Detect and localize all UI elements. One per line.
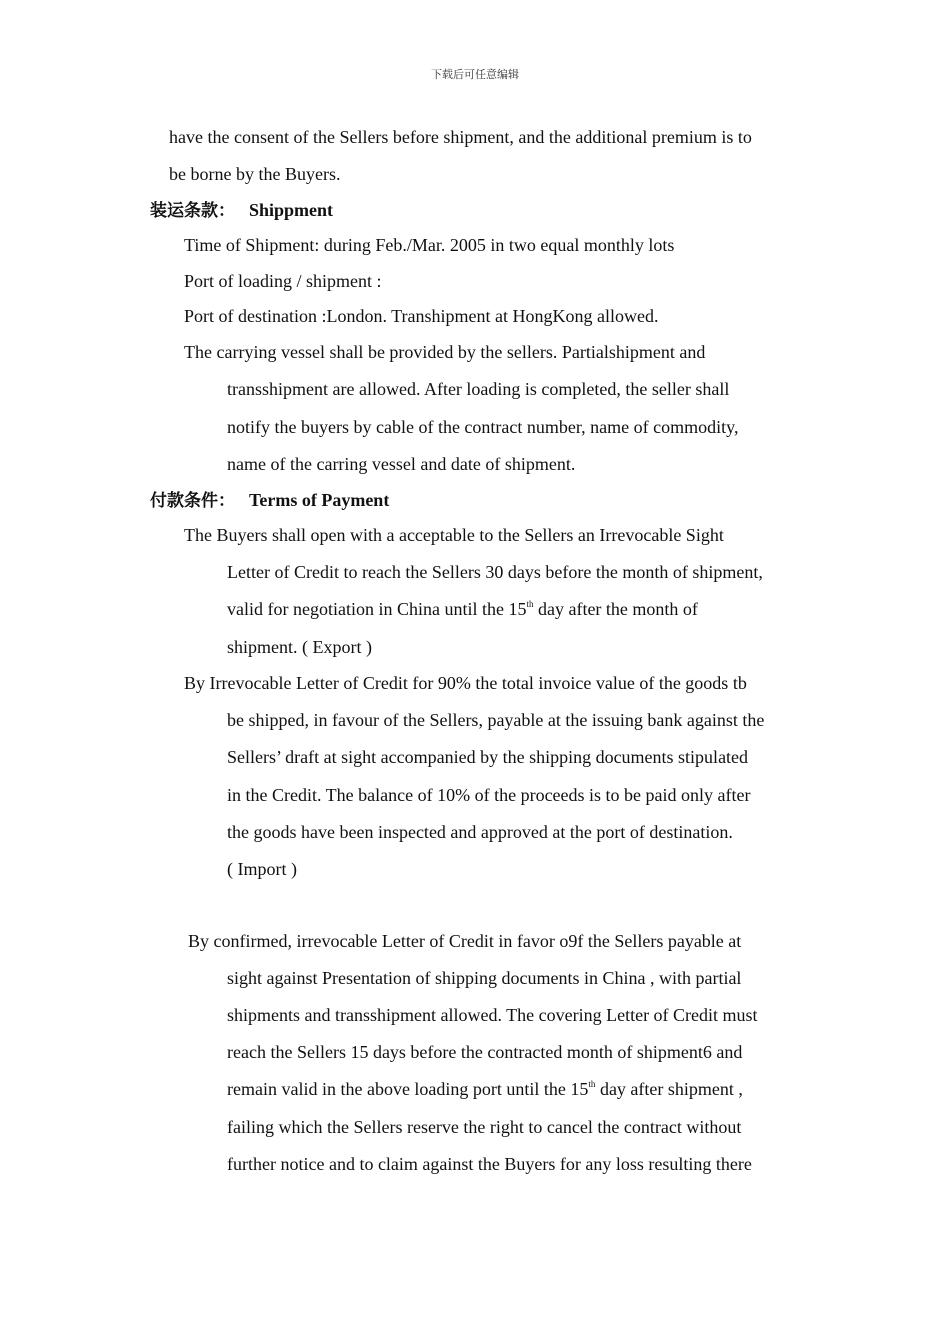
confirmed-clause-line-5 bbox=[227, 1078, 743, 1100]
import-clause-line-6: ( Import ) bbox=[227, 859, 297, 879]
export-clause-line-3-text: valid for negotiation in China until the 15 bbox=[227, 599, 527, 619]
time-of-shipment: Time of Shipment: during Feb./Mar. 2005 in two equal monthly lots bbox=[184, 235, 675, 255]
confirmed-clause-line-1: By confirmed, irrevocable Letter of Credit in favor o9f the Sellers payable at bbox=[188, 931, 742, 951]
vessel-clause-line-2: transshipment are allowed. After loading is completed, the seller shall bbox=[227, 379, 730, 399]
export-clause-line-2: Letter of Credit to reach the Sellers 30 days before the month of shipment, bbox=[227, 562, 763, 582]
payment-heading-cn: 付款条件： bbox=[150, 491, 235, 511]
vessel-clause-line-3: notify the buyers by cable of the contract number, name of commodity, bbox=[227, 417, 739, 437]
export-clause-line-3-rest: day after the month of bbox=[533, 599, 698, 619]
confirmed-clause-line-5-text: remain valid in the above loading port until the 15 bbox=[227, 1079, 589, 1099]
port-of-destination: Port of destination :London. Transhipment at HongKong allowed. bbox=[184, 306, 659, 326]
confirmed-clause-line-2: sight against Presentation of shipping documents in China , with partial bbox=[227, 968, 742, 988]
import-clause-line-1: By Irrevocable Letter of Credit for 90% the total invoice value of the goods tb bbox=[184, 673, 747, 693]
insurance-line-2: be borne by the Buyers. bbox=[169, 164, 341, 184]
header-note: 下载后可任意编辑 bbox=[431, 68, 519, 81]
port-of-loading: Port of loading / shipment : bbox=[184, 271, 382, 291]
payment-heading-en: Terms of Payment bbox=[249, 490, 390, 510]
import-clause-line-5: the goods have been inspected and approved at the port of destination. bbox=[227, 822, 733, 842]
shipment-heading-cn: 装运条款： bbox=[150, 201, 235, 221]
confirmed-clause-line-7: further notice and to claim against the Buyers for any loss resulting there bbox=[227, 1154, 752, 1174]
vessel-clause-line-1: The carrying vessel shall be provided by the sellers. Partialshipment and bbox=[184, 342, 706, 362]
export-clause-superscript: th bbox=[526, 599, 534, 609]
import-clause-line-3: Sellers’ draft at sight accompanied by the shipping documents stipulated bbox=[227, 747, 749, 767]
import-clause-line-4: in the Credit. The balance of 10% of the proceeds is to be paid only after bbox=[227, 785, 751, 805]
shipment-heading-en: Shippment bbox=[249, 200, 334, 220]
confirmed-clause-line-4: reach the Sellers 15 days before the contracted month of shipment6 and bbox=[227, 1042, 743, 1062]
confirmed-clause-line-3: shipments and transshipment allowed. The covering Letter of Credit must bbox=[227, 1005, 758, 1025]
export-clause-line-3 bbox=[227, 598, 698, 620]
import-clause-line-2: be shipped, in favour of the Sellers, payable at the issuing bank against the bbox=[227, 710, 765, 730]
payment-heading bbox=[150, 489, 389, 512]
confirmed-clause-superscript: th bbox=[588, 1079, 596, 1089]
insurance-line-1: have the consent of the Sellers before shipment, and the additional premium is to bbox=[169, 127, 752, 147]
vessel-clause-line-4: name of the carring vessel and date of shipment. bbox=[227, 454, 576, 474]
export-clause-line-1: The Buyers shall open with a acceptable to the Sellers an Irrevocable Sight bbox=[184, 525, 724, 545]
shipment-heading bbox=[150, 199, 333, 222]
confirmed-clause-line-5-rest: day after shipment , bbox=[595, 1079, 743, 1099]
confirmed-clause-line-6: failing which the Sellers reserve the right to cancel the contract without bbox=[227, 1117, 742, 1137]
export-clause-line-4: shipment. ( Export ) bbox=[227, 637, 372, 657]
